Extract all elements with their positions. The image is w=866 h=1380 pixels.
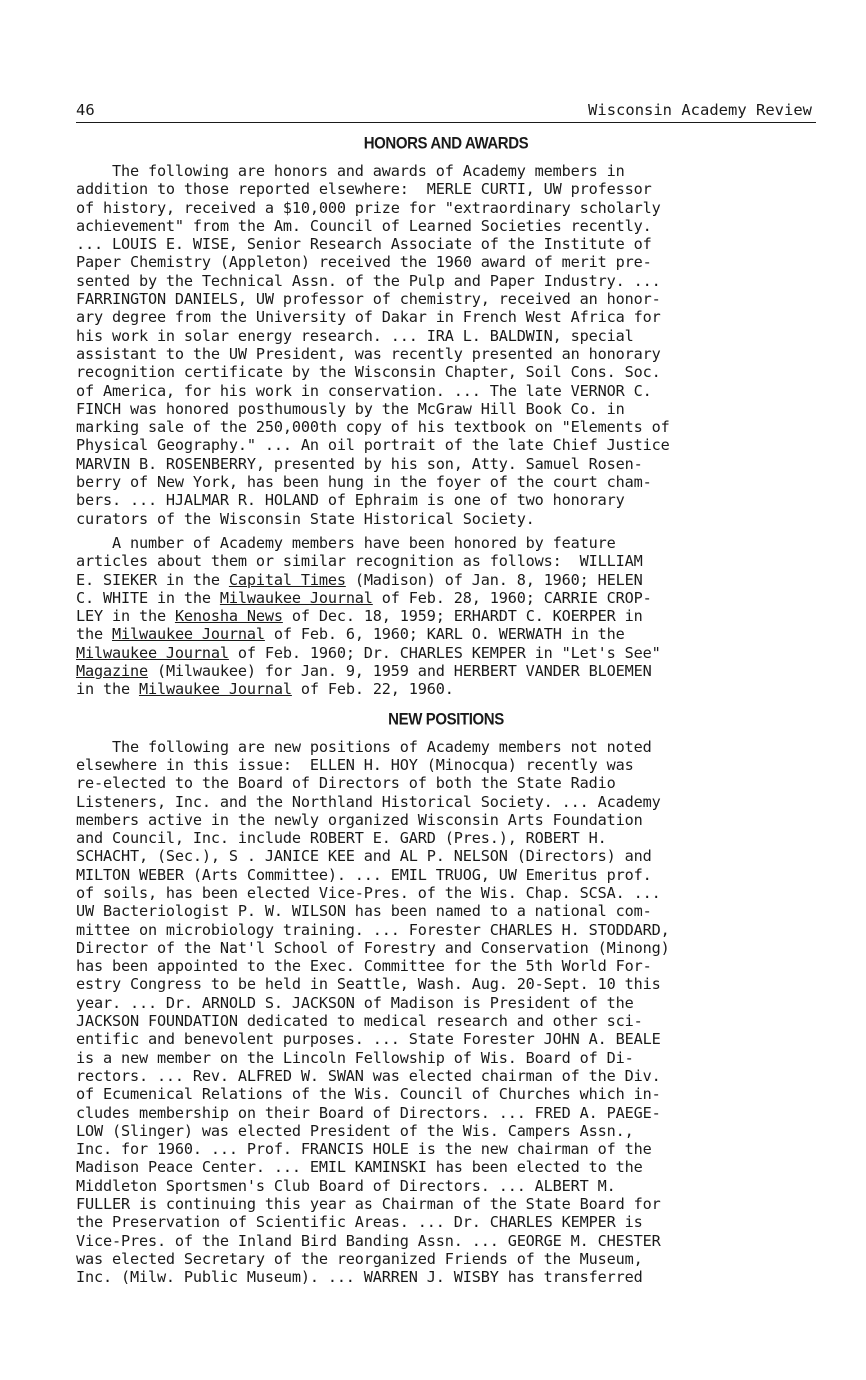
text-line: Madison Peace Center. ... EMIL KAMINSKI has been elected to the: [76, 1158, 643, 1177]
text-line: JACKSON FOUNDATION dedicated to medical research and other sci-: [76, 1012, 643, 1031]
text-line: Vice-Pres. of the Inland Bird Banding Assn. ... GEORGE M. CHESTER: [76, 1231, 661, 1250]
text-line: LOW (Slinger) was elected President of the Wis. Campers Assn.,: [76, 1121, 634, 1140]
text-line: [76, 589, 816, 607]
text-line: berry of New York, has been hung in the foyer of the court cham-: [76, 473, 652, 492]
text-line: [76, 662, 816, 680]
journal-title: Wisconsin Academy Review: [588, 101, 812, 119]
text-line: was elected Secretary of the reorganized Friends of the Museum,: [76, 1249, 643, 1268]
text-line: The following are new positions of Academy members not noted: [76, 737, 652, 756]
text-line: re-elected to the Board of Directors of both the State Radio: [76, 774, 616, 793]
document-page: [76, 100, 816, 1293]
feature-articles-paragraph: [76, 534, 816, 699]
text-line: marking sale of the 250,000th copy of his textbook on "Elements of: [76, 418, 670, 437]
running-header: [76, 100, 816, 123]
text-run: of Feb. 6, 1960; KARL O. WERWATH in the: [264, 625, 625, 644]
page-number: 46: [76, 101, 95, 119]
text-line: is a new member on the Lincoln Fellowship of Wis. Board of Di-: [76, 1048, 634, 1067]
text-line: year. ... Dr. ARNOLD S. JACKSON of Madison is President of the: [76, 993, 634, 1012]
text-line: members active in the newly organized Wisconsin Arts Foundation: [76, 810, 643, 829]
text-run: (Milwaukee) for Jan. 9, 1959 and HERBERT VANDER BLOEMEN: [147, 662, 652, 681]
text-line: MILTON WEBER (Arts Committee). ... EMIL TRUOG, UW Emeritus prof.: [76, 865, 652, 884]
text-run: in the: [76, 680, 139, 699]
text-run: (Madison) of Jan. 8, 1960; HELEN: [345, 570, 643, 589]
text-line: [76, 607, 816, 625]
text-line: ... LOUIS E. WISE, Senior Research Associate of the Institute of: [76, 235, 652, 254]
text-line: FINCH was honored posthumously by the McGraw Hill Book Co. in: [76, 399, 625, 418]
text-line: Physical Geography." ... An oil portrait of the late Chief Justice: [76, 436, 670, 455]
text-line: Paper Chemistry (Appleton) received the 1960 award of merit pre-: [76, 253, 652, 272]
text-line: and Council, Inc. include ROBERT E. GARD (Pres.), ROBERT H.: [76, 829, 607, 848]
publication-title: Milwaukee Journal: [111, 625, 265, 644]
text-line: elsewhere in this issue: ELLEN H. HOY (Minocqua) recently was: [76, 755, 634, 774]
text-line: rectors. ... Rev. ALFRED W. SWAN was elected chairman of the Div.: [76, 1066, 661, 1085]
text-line: cludes membership on their Board of Directors. ... FRED A. PAEGE-: [76, 1103, 661, 1122]
text-run: E. SIEKER in the: [76, 570, 229, 589]
text-line: [76, 644, 816, 662]
text-line: addition to those reported elsewhere: MERLE CURTI, UW professor: [76, 180, 652, 199]
text-line: assistant to the UW President, was recently presented an honorary: [76, 344, 661, 363]
text-run: LEY in the: [76, 607, 175, 626]
text-line: Inc. for 1960. ... Prof. FRANCIS HOLE is the new chairman of the: [76, 1140, 652, 1159]
text-run: of Feb. 22, 1960.: [291, 680, 454, 699]
text-line: Listeners, Inc. and the Northland Historical Society. ... Academy: [76, 792, 661, 811]
text-line: The following are honors and awards of Academy members in: [76, 162, 625, 180]
text-run: of Dec. 18, 1959; ERHARDT C. KOERPER in: [282, 607, 643, 626]
text-line: ary degree from the University of Dakar in French West Africa for: [76, 308, 661, 327]
text-line: MARVIN B. ROSENBERRY, presented by his son, Atty. Samuel Rosen-: [76, 454, 643, 473]
text-line: mittee on microbiology training. ... Forester CHARLES H. STODDARD,: [76, 920, 670, 939]
text-line: A number of Academy members have been honored by feature: [76, 533, 616, 552]
text-line: entific and benevolent purposes. ... State Forester JOHN A. BEALE: [76, 1030, 661, 1049]
honors-paragraph: [76, 162, 816, 528]
text-line: of history, received a $10,000 prize for "extraordinary scholarly: [76, 198, 661, 217]
text-line: UW Bacteriologist P. W. WILSON has been named to a national com-: [76, 902, 652, 921]
text-line: sented by the Technical Assn. of the Pulp and Paper Industry. ...: [76, 271, 661, 290]
text-line: articles about them or similar recognition as follows: WILLIAM: [76, 552, 643, 571]
text-line: SCHACHT, (Sec.), S . JANICE KEE and AL P. NELSON (Directors) and: [76, 847, 652, 866]
text-line: the Preservation of Scientific Areas. ... Dr. CHARLES KEMPER is: [76, 1213, 643, 1232]
text-line: has been appointed to the Exec. Committee for the 5th World For-: [76, 957, 652, 976]
text-run: C. WHITE in the: [76, 588, 220, 607]
text-line: of America, for his work in conservation. ... The late VERNOR C.: [76, 381, 652, 400]
text-line: FARRINGTON DANIELS, UW professor of chemistry, received an honor-: [76, 290, 661, 309]
text-line: Inc. (Milw. Public Museum). ... WARREN J. WISBY has transferred: [76, 1268, 643, 1287]
new-positions-paragraph: [76, 738, 816, 1287]
text-line: his work in solar energy research. ... IRA L. BALDWIN, special: [76, 326, 634, 345]
text-run: of Feb. 28, 1960; CARRIE CROP-: [372, 588, 652, 607]
section-heading-honors: HONORS AND AWARDS: [363, 133, 529, 154]
publication-title: Milwaukee Journal: [219, 588, 373, 607]
publication-title: Capital Times: [228, 570, 346, 589]
publication-title: Magazine: [76, 662, 148, 681]
text-line: bers. ... HJALMAR R. HOLAND of Ephraim is one of two honorary: [76, 491, 625, 510]
text-line: [76, 571, 816, 589]
text-run: the: [76, 625, 112, 644]
section-heading-new-positions: NEW POSITIONS: [388, 709, 504, 729]
text-line: recognition certificate by the Wisconsin Chapter, Soil Cons. Soc.: [76, 363, 661, 382]
text-line: of soils, has been elected Vice-Pres. of the Wis. Chap. SCSA. ...: [76, 883, 661, 902]
text-line: [76, 625, 816, 643]
text-line: of Ecumenical Relations of the Wis. Council of Churches which in-: [76, 1085, 661, 1104]
text-run: of Feb. 1960; Dr. CHARLES KEMPER in "Let's See": [228, 643, 661, 662]
publication-title: Milwaukee Journal: [138, 680, 292, 699]
publication-title: Kenosha News: [174, 607, 283, 626]
text-line: curators of the Wisconsin State Historical Society.: [76, 509, 535, 528]
text-line: Director of the Nat'l School of Forestry and Conservation (Minong): [76, 938, 670, 957]
text-line: FULLER is continuing this year as Chairman of the State Board for: [76, 1195, 661, 1214]
publication-title: Milwaukee Journal: [76, 643, 229, 662]
text-line: [76, 680, 816, 698]
text-line: Middleton Sportsmen's Club Board of Directors. ... ALBERT M.: [76, 1176, 616, 1195]
text-line: achievement" from the Am. Council of Learned Societies recently.: [76, 216, 652, 235]
text-line: estry Congress to be held in Seattle, Wash. Aug. 20-Sept. 10 this: [76, 975, 661, 994]
